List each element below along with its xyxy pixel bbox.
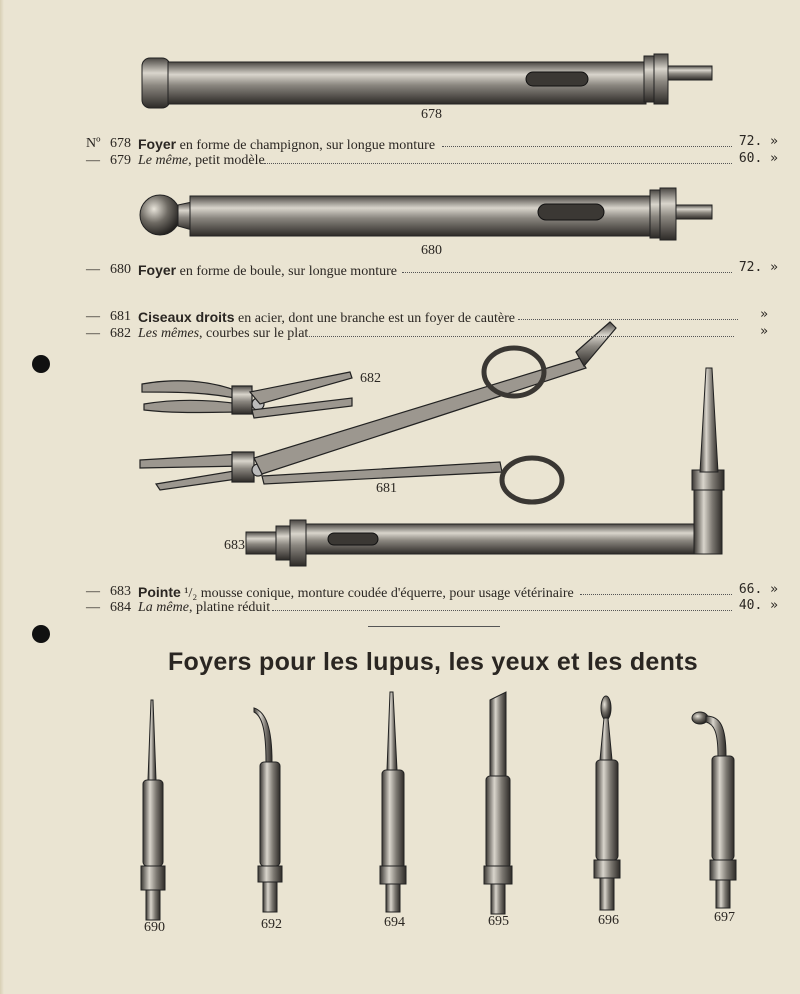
- instrument-678: [142, 54, 712, 108]
- leader-dots: [518, 319, 738, 320]
- entry-name: Pointe: [138, 584, 181, 600]
- entry-description: La même, platine réduit: [138, 600, 271, 615]
- entry-description: Ciseaux droits en acier, dont une branche est un foyer de cautère: [138, 309, 515, 326]
- leader-dots: [272, 610, 732, 611]
- figure-label-692: 692: [261, 917, 282, 932]
- figure-label-682: 682: [360, 371, 381, 386]
- catalog-entry: [86, 326, 786, 344]
- catalog-entry: [86, 600, 786, 618]
- entry-name: Le même: [138, 153, 189, 168]
- entry-number: 681: [110, 309, 131, 324]
- figure-label-695: 695: [488, 914, 509, 929]
- instrument-682: [142, 372, 352, 418]
- entry-description: Pointe ¹/₂ mousse conique, monture coudée d'équerre, pour usage vétérinaire: [138, 584, 574, 601]
- entry-description: Les mêmes, courbes sur le plat: [138, 326, 309, 341]
- entry-name: Foyer: [138, 136, 177, 152]
- entry-number: 682: [110, 326, 131, 341]
- catalog-entry: [86, 309, 786, 327]
- figure-label-690: 690: [144, 920, 165, 935]
- catalog-entry: [86, 153, 786, 171]
- section-divider: [368, 626, 500, 627]
- entry-description: Foyer en forme de boule, sur longue monture: [138, 262, 397, 279]
- entry-price: 60. »: [738, 151, 778, 166]
- entry-name: Ciseaux droits: [138, 309, 235, 325]
- leader-dots: [402, 272, 732, 273]
- catalog-entry: [86, 136, 786, 154]
- entry-prefix: —: [86, 326, 100, 341]
- entry-prefix: —: [86, 309, 100, 324]
- entry-number: 680: [110, 262, 131, 277]
- entry-name: Les mêmes: [138, 326, 200, 341]
- figure-label-694: 694: [384, 915, 405, 930]
- instrument-680: [140, 188, 712, 240]
- figure-label-696: 696: [598, 913, 619, 928]
- instrument-695: [484, 692, 512, 914]
- instrument-690: [141, 700, 165, 920]
- entry-prefix: —: [86, 600, 100, 615]
- instrument-694: [380, 692, 406, 912]
- entry-name: Foyer: [138, 262, 177, 278]
- entry-prefix: —: [86, 153, 100, 168]
- instrument-692: [254, 708, 282, 912]
- entry-prefix: Nº: [86, 136, 101, 151]
- entry-number: 678: [110, 136, 131, 151]
- instrument-696: [594, 696, 620, 910]
- catalog-entry: [86, 262, 786, 280]
- figure-label-678: 678: [421, 107, 442, 122]
- entry-prefix: —: [86, 262, 100, 277]
- entry-price: 66. »: [738, 582, 778, 597]
- entry-number: 684: [110, 600, 131, 615]
- leader-dots: [580, 594, 732, 595]
- entry-price: 72. »: [738, 260, 778, 275]
- figure-label-697: 697: [714, 910, 735, 925]
- entry-description: Foyer en forme de champignon, sur longue monture: [138, 136, 436, 153]
- leader-dots: [442, 146, 732, 147]
- figure-label-680: 680: [421, 243, 442, 258]
- entry-price: »: [760, 307, 768, 322]
- entry-description: Le même, petit modèle: [138, 153, 265, 168]
- entry-price: 40. »: [738, 598, 778, 613]
- leader-dots: [264, 163, 732, 164]
- leader-dots: [306, 336, 734, 337]
- entry-prefix: —: [86, 584, 100, 599]
- entry-price: »: [760, 324, 768, 339]
- entry-name: La même: [138, 600, 189, 615]
- entry-number: 679: [110, 153, 131, 168]
- figure-label-681: 681: [376, 481, 397, 496]
- section-heading: Foyers pour les lupus, les yeux et les dents: [167, 648, 699, 676]
- entry-price: 72. »: [738, 134, 778, 149]
- figure-label-683: 683: [224, 538, 245, 553]
- entry-number: 683: [110, 584, 131, 599]
- instrument-697: [692, 712, 736, 908]
